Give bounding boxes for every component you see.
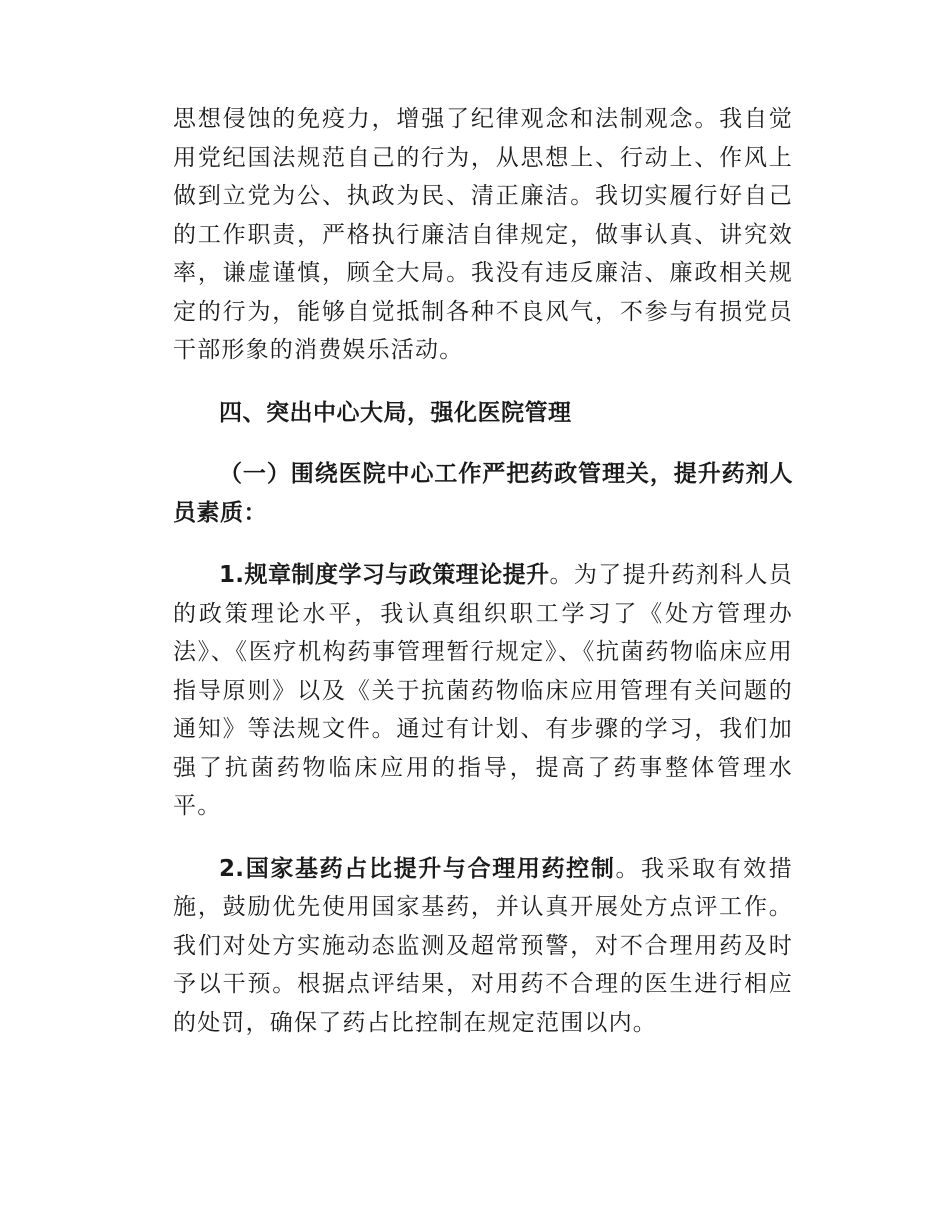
item-1-lead: 1.规章制度学习与政策理论提升: [219, 562, 550, 588]
item-2-lead: 2.国家基药占比提升与合理用药控制: [219, 855, 616, 882]
item-2-text: 。我采取有效措施，鼓励优先使用国家基药，并认真开展处方点评工作。我们对处方实施动态监测及超常预警，对不合理用药及时予以干预。根据点评结果，对用药不合理的医生进行相应的处罚，确保了药占比控制在规定范围以内。: [173, 855, 793, 1036]
document-page: [173, 100, 793, 1042]
paragraph-item-2: [173, 850, 793, 1043]
subsection-heading: （一）围绕医院中心工作严把药政管理关，提升药剂人员素质：: [173, 461, 793, 526]
item-1-text: 。为了提升药剂科人员的政策理论水平，我认真组织职工学习了《处方管理办法》、《医疗机构药事管理暂行规定》、《抗菌药物临床应用指导原则》以及《关于抗菌药物临床应用管理有关问题的通知》等法规文件。通过有计划、有步骤的学习，我们加强了抗菌药物临床应用的指导，提高了药事整体管理水平。: [173, 562, 793, 819]
paragraph-item-1: [173, 556, 793, 826]
section-heading: 四、突出中心大局，强化医院管理: [219, 399, 572, 426]
paragraph-integrity: 思想侵蚀的免疫力，增强了纪律观念和法制观念。我自觉用党纪国法规范自己的行为，从思想上、行动上、作风上做到立党为公、执政为民、清正廉洁。我切实履行好自己的工作职责，严格执行廉洁自律规定，做事认真、讲究效率，谦虚谨慎，顾全大局。我没有违反廉洁、廉政相关规定的行为，能够自觉抵制各种不良风气，不参与有损党员干部形象的消费娱乐活动。: [173, 106, 793, 363]
